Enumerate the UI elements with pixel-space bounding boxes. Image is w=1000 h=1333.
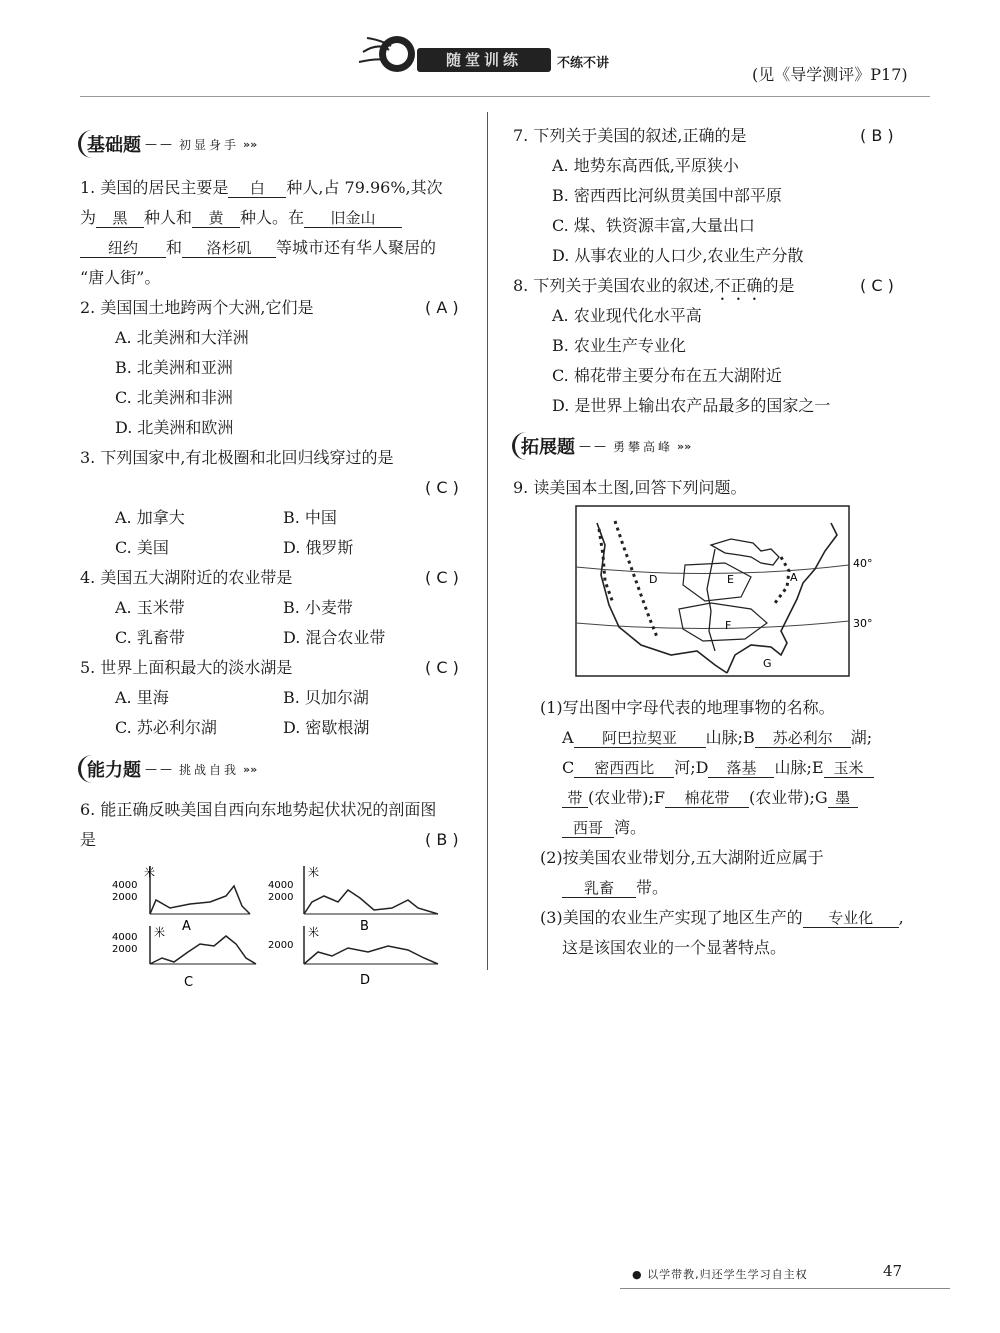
q8-stem: 8. 下列关于美国农业的叙述,不正确的是: [513, 276, 795, 295]
q8-emphasis: 不正确: [714, 276, 763, 295]
banner-subtitle: 不练不讲: [557, 56, 610, 71]
q8-answer: ( C ): [860, 276, 894, 295]
q2-option-a: A. 北美洲和大洋洲: [115, 328, 249, 347]
q9-blank-e1: 玉米: [824, 759, 874, 778]
map-label-a: A: [790, 571, 798, 584]
q5-option-d: D. 密歇根湖: [283, 718, 370, 737]
q1-blank-6: 洛杉矶: [182, 239, 276, 258]
profile-b-tick-2000: 2000: [268, 892, 294, 903]
q9-blank-s3: 专业化: [803, 909, 899, 928]
profile-a-label: A: [182, 919, 191, 934]
q9-blank-d: 落基: [708, 759, 774, 778]
profile-b-unit: 米: [308, 866, 319, 879]
section-ability-subtitle: 挑战自我: [179, 762, 240, 777]
q9-sub1-line4: 西哥 湾。: [562, 818, 646, 838]
q9-blank-a: 阿巴拉契亚: [574, 729, 706, 748]
usa-map: [575, 505, 885, 680]
map-lat-40: 40°: [853, 557, 873, 570]
profile-a-unit: 米: [144, 866, 155, 879]
profile-d-label: D: [360, 973, 371, 988]
q4-stem: 4. 美国五大湖附近的农业带是: [80, 568, 293, 587]
q9-sub2: (2)按美国农业带划分,五大湖附近应属于: [540, 848, 824, 867]
q3-option-b: B. 中国: [283, 508, 337, 527]
q9-blank-e2: 带: [562, 789, 588, 808]
section-basic-title: 基础题: [87, 135, 141, 156]
q8-option-c: C. 棉花带主要分布在五大湖附近: [552, 366, 782, 385]
profile-a-tick-4000: 4000: [112, 880, 138, 891]
q9-blank-b: 苏必利尔: [755, 729, 851, 748]
q1-blank-5: 纽约: [80, 239, 166, 258]
profile-d-chart: [268, 922, 448, 992]
q1-line4: “唐人街”。: [80, 268, 161, 287]
q9-blank-c: 密西西比: [574, 759, 674, 778]
profile-c-tick-4000: 4000: [112, 932, 138, 943]
q7-stem: 7. 下列关于美国的叙述,正确的是: [513, 126, 747, 145]
q8-option-a: A. 农业现代化水平高: [552, 306, 702, 325]
q6-answer: ( B ): [425, 830, 459, 849]
profile-d-tick-2000: 2000: [268, 940, 294, 951]
q9-sub1-line3: 带 (农业带);F 棉花带 (农业带);G 墨: [562, 788, 858, 808]
q3-option-a: A. 加拿大: [115, 508, 185, 527]
q2-answer: ( A ): [425, 298, 459, 317]
reference-note: (见《导学测评》P17): [752, 65, 908, 84]
profile-d-unit: 米: [308, 926, 319, 939]
q9-sub1-line2: C 密西西比 河;D 落基 山脉;E 玉米: [562, 758, 874, 778]
q1-blank-3: 黄: [192, 209, 240, 228]
section-basic-subtitle: 初显身手: [179, 137, 240, 152]
q1-line3: 纽约 和 洛杉矶 等城市还有华人聚居的: [80, 238, 436, 258]
profile-c-tick-2000: 2000: [112, 944, 138, 955]
banner-title: 随堂训练: [417, 48, 551, 72]
q6-stem-line2: 是: [80, 830, 97, 849]
column-divider: [487, 112, 488, 970]
q8-option-b: B. 农业生产专业化: [552, 336, 686, 355]
q8-option-d: D. 是世界上输出农产品最多的国家之一: [552, 396, 831, 415]
profile-b-tick-4000: 4000: [268, 880, 294, 891]
page-number: 47: [883, 1262, 903, 1280]
profile-a-chart: [110, 862, 260, 934]
map-lat-30: 30°: [853, 617, 873, 630]
q2-option-d: D. 北美洲和欧洲: [115, 418, 234, 437]
map-label-f: F: [725, 619, 732, 632]
map-label-g: G: [763, 657, 772, 670]
footer-divider: [620, 1288, 950, 1289]
q6-stem-line1: 6. 能正确反映美国自西向东地势起伏状况的剖面图: [80, 800, 437, 819]
profile-a-tick-2000: 2000: [112, 892, 138, 903]
section-basic: 基础题 —— 初显身手 »»: [78, 130, 257, 158]
q1-line2: 为 黑 种人和 黄 种人。在 旧金山: [80, 208, 402, 228]
q5-stem: 5. 世界上面积最大的淡水湖是: [80, 658, 293, 677]
q9-blank-g1: 墨: [828, 789, 858, 808]
q1-blank-4: 旧金山: [304, 209, 402, 228]
section-ability: 能力题 —— 挑战自我 »»: [78, 755, 257, 783]
header-divider: [80, 96, 930, 97]
q5-answer: ( C ): [425, 658, 459, 677]
profile-c-unit: 米: [154, 926, 165, 939]
q1-line1: 1. 美国的居民主要是 白 种人,占 79.96%,其次: [80, 178, 443, 197]
q2-option-b: B. 北美洲和亚洲: [115, 358, 233, 377]
footer-slogan: ● 以学带教,归还学生学习自主权: [632, 1268, 808, 1281]
q3-answer: ( C ): [425, 478, 459, 497]
section-extend-title: 拓展题: [521, 437, 575, 458]
q3-stem: 3. 下列国家中,有北极圈和北回归线穿过的是: [80, 448, 394, 467]
q9-sub3: (3)美国的农业生产实现了地区生产的 专业化 ,: [540, 908, 904, 927]
q2-stem: 2. 美国国土地跨两个大洲,它们是: [80, 298, 314, 317]
q3-option-c: C. 美国: [115, 538, 169, 557]
q7-option-c: C. 煤、铁资源丰富,大量出口: [552, 216, 755, 235]
q4-option-a: A. 玉米带: [115, 598, 185, 617]
profile-c-label: C: [184, 975, 194, 990]
q7-option-d: D. 从事农业的人口少,农业生产分散: [552, 246, 804, 265]
q9-blank-s2: 乳畜: [562, 879, 636, 898]
profile-b-label: B: [360, 919, 369, 934]
q7-option-b: B. 密西西比河纵贯美国中部平原: [552, 186, 782, 205]
q9-blank-g2: 西哥: [562, 819, 614, 838]
q5-option-b: B. 贝加尔湖: [283, 688, 369, 707]
section-extend-subtitle: 勇攀高峰: [613, 439, 674, 454]
section-extend: 拓展题 —— 勇攀高峰 »»: [512, 432, 691, 460]
map-label-d: D: [649, 573, 658, 586]
q7-answer: ( B ): [860, 126, 894, 145]
header-banner: [345, 22, 645, 80]
q4-option-c: C. 乳畜带: [115, 628, 185, 647]
q4-answer: ( C ): [425, 568, 459, 587]
q4-option-d: D. 混合农业带: [283, 628, 386, 647]
q5-option-c: C. 苏必利尔湖: [115, 718, 217, 737]
q9-stem: 9. 读美国本土图,回答下列问题。: [513, 478, 747, 497]
q3-option-d: D. 俄罗斯: [283, 538, 354, 557]
q1-blank-1: 白: [228, 179, 286, 198]
q1-blank-2: 黑: [96, 209, 144, 228]
q9-sub3-line2: 这是该国农业的一个显著特点。: [562, 938, 787, 957]
q7-option-a: A. 地势东高西低,平原狭小: [552, 156, 739, 175]
map-label-e: E: [727, 573, 734, 586]
banner-emblem-icon: [345, 22, 425, 80]
q2-option-c: C. 北美洲和非洲: [115, 388, 233, 407]
profile-c-chart: [110, 922, 260, 992]
q9-sub1: (1)写出图中字母代表的地理事物的名称。: [540, 698, 835, 717]
profile-b-chart: [268, 862, 448, 934]
q5-option-a: A. 里海: [115, 688, 169, 707]
q9-sub1-line1: A 阿巴拉契亚 山脉;B 苏必利尔 湖;: [562, 728, 873, 747]
q9-blank-f: 棉花带: [665, 789, 749, 808]
q9-sub2-line2: 乳畜 带。: [562, 878, 668, 898]
q4-option-b: B. 小麦带: [283, 598, 353, 617]
section-ability-title: 能力题: [87, 760, 141, 781]
